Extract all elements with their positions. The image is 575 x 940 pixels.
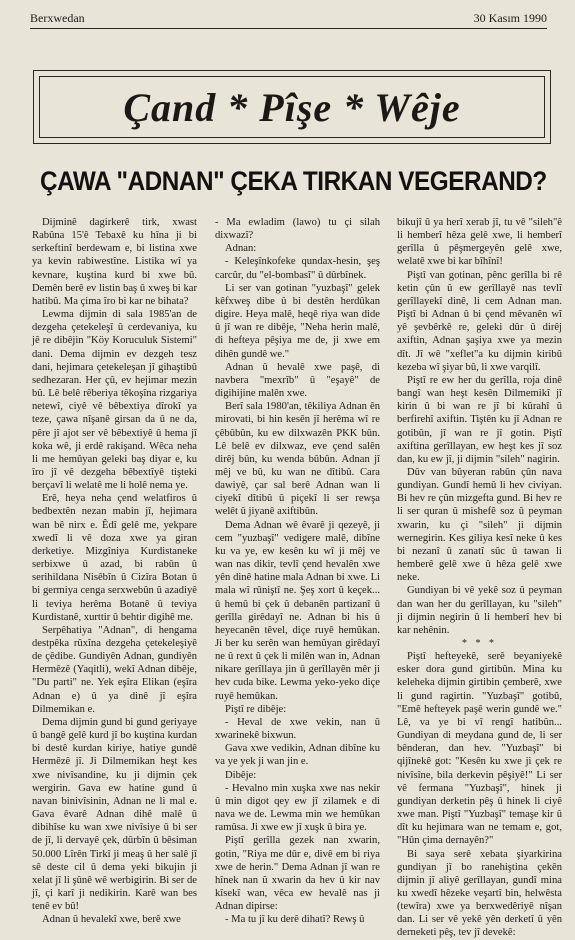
paragraph: Dûv van bûyeran rabûn çûn nava gundiyan. Gundî hemû li hev civiyan. Bi hev re çûn mizgefta gund. Bi hev re li ser quran û mishefê soz û peyman xwarin, ku çi "sileh" ji dijmin wernegirin. Kes giliya kesî neke û kes bi nezanî û zanatî sûc û tawan li hemberê gelê xwe û hêza gelê xwe neke. [397,466,562,584]
paragraph: Li ser van gotinan "yuzbaşî" gelek kêfxweş dibe û bi destên herdûkan digire. Heya malê, heqê riya wan dide û jî wan re dibêje, "Neha herin malê, di hefteya pêşiya me de, ji xwe em dihên gundê we." [215,282,380,360]
paragraph: Piştî hefteyekê, serê beyaniyekê esker dora gund girtibûn. Mina ku keleheka dijmin girtibin çemberê, xwe li gund ragirtin. "Yuzbaşî" gotibû, "Emê hefteyek paşê werin gundê we." Lê, va ye bi vî rengî hatibûn... Gundiyan di meydana gund de, li ser bênderan, dan hev. "Yuzbaşî" bi qijînekê got: "Kesên ku xwe ji çek re nivîsîne, bila derkevin pêşiyê!" Li ser vê fermana "Yuzbaşî", hinek ji gundiyan derketin pêş û hinek li ciyê xwe man. Piştî "Yuzbaşî" temaşe kir û dît ku hejimara wan ne temam e, got, "Hûn çima dernayên?" [397,651,562,847]
paragraph: Berî sala 1980'an, têkiliya Adnan ên mirovati, bi hin kesên jî herêma wî re çêbûbûn, ku ew dilxwazên PKK bûn. Lê belê ev dilxwaz, eve çend salên dirêj bûn, ku wenda bûbûn. Adnan jî mêj ve bû, ku wan ne dîtibû. Cara dawiyê, çar sal berê Adnan wan li ciyekî dîtibû û piçekî li ser rewşa welêt û jiyanê axiftibûn. [215,401,380,518]
paragraph: Lewma dijmin di sala 1985'an de dezgeha çetekeleşî û cerdevaniya, ku jê re dibêjin "Köy Koruculuk Sistemi" dani. Dema dijmin ev dezgeh tesz dani, hejimara çetekeleşan jî gihaştibû sedhezaran. Her çû, ev hejimar mezin bû. Lê belê rêberiya têkoşîna rizgariya netewî, ciyê vê bêbextiya dîrokî ya teze, çawa nîşanê girsan da û ne da, pêre jî ajot ser vê bêbextiyê û hema jî koka wê, ji erdê rakişand. Wêca neha li me hemûyan geleki baş diyar e, ku îro jî vê dezgeha bêbextîyê tişteki berçavî li welatê me li holê nema ye. [32,309,197,492]
article-headline: ÇAWA "ADNAN" ÇEKA TIRKAN VEGERAND? [40,166,547,196]
paragraph: - Keleşînkofeke qundax-hesin, şeş carcûr, du "el-bombasî" û dûrbînek. [215,256,380,281]
paragraph: - Ma ewladim (lawo) tu çi silah dixwazî? [215,217,380,242]
paragraph: Piştî re ew her du gerîlla, roja dinê bangî wan heşt kesên Dilmemikî jî kirin û bi wan re jî bi kûrahî û berfirehî axiftin. Tiştên ku jî Adnan re gotibûn, jî wan re jî gotin. Piştî axiftina gerîllayan, ew heşt kes jî soz dan, ku ew jî, ji dijmin "sileh" nagirin. [397,374,562,465]
article-column-1 [32,216,197,926]
article-column-3 [397,216,562,939]
issue-date: 30 Kasım 1990 [473,11,547,25]
article-body [32,216,562,939]
paragraph: Gava xwe vedikin, Adnan dibîne ku va ye yek ji wan jin e. [215,743,380,768]
paragraph: Dijminê dagirkerê tirk, xwast Rabûna 15'ê Tebaxê ku hîna ji bi serkeftinî berdewam e, bi listina xwe ya kevin rabiwestîne. Listika wî ya kevnare, kuştina kurd bi xwe bû. Demên berê ev listin baş û xweş bi kar hatibû. Ma çima îro bi kar ne bihata? [32,217,197,307]
section-banner [33,70,551,144]
paragraph: Serpêhatiya "Adnan", di hengama destpêka rûxîna dezgeha çetekeleşiyê de çêdibe. Gundiyên Adnan, gundiyên Hermêzê (Yaqitli), wekî Adnan dibêje, "Du parti" ne. Yek eşîra Elikan (eşîra Adnan e) û ya dinê jî eşîra Dilmemikan e. [32,624,197,715]
paragraph: Dibêje: [225,769,257,781]
paragraph: Piştî re dibêje: [225,703,287,715]
paragraph: Dema dijmin gund bi gund geriyaye û bangê gelê kurd jî bo kuştina kurdan bi destê kurdan kiriye, hatiye gundê Hermêzê jî. Ji Dilmemikan heşt kes xwe nivîsandine, ku ji dijmin çek wergirin. Gava ew hatine gund û navan binivîsinin, Adnan ne li mal e. Gava êvarê Adnan dihê malê û dibihîse ku wan xwe nivîsiye û bi ser de jî, li dervayê çek, dûrbîn û bêsiman 50.000 Lîrên Tirkî ji meaş û her salê jî sê deste cil û dema yeki bikujin ji xelat jî li şûnê wê werbigirin. Bi ser de jî, çi karî ji nedikirin. Karê wan bes tenê ev bû! [32,716,197,913]
masthead [30,10,547,29]
paragraph: Dema Adnan wê êvarê ji qezeyê, ji cem "yuzbaşî" vedigere malê, dibîne ku va ye, ew kesên ku wî ji mêj ve wan nas dikir, tevlî çend hevalên xwe yên dinê hatine mala Adnan bi xwe. Li mala wî rûniştî ne. Şeş xort û keçek... û hemû bi çek û debanên partizanî û gerîlla girêdayî ne. Adnan bi his û heyecanên têvel, diçe ruyê hemûkan. Ji ber ku serên wan hemûyan girêdayî ne û rext û çek li milên wan in, Adnan nikare gerîllaya jin û gerîllayên mêr ji hev cuda bike. Lewma yeko-yeko diçe ruyê hemûkan. [215,519,380,702]
paragraph: - Ma tu jî ku derê dihatî? Rewş û [225,914,365,926]
paragraph: Adnan û hevalê xwe paşê, di navbera "mexrîb" û "eşayê" de digihijine malên xwe. [215,361,380,400]
paragraph: Piştî gerîlla gezek nan xwarin, gotin, "Riya me dûr e, divê em bi riya xwe de herin." Dema Adnan jî wan re hînek nan û xwarin da hev û kir nav kîsekî wan, vêca ew hevalê nas ji Adnan dipirse: [215,835,380,913]
paragraph: Gundiyan bi vê yekê soz û peyman dan wan her du gerîllayan, ku "sileh" ji dijmin negirin û li hemberî hev bi kar nehênin. [397,585,562,636]
section-banner-inner [39,76,545,138]
paragraph: Erê, heya neha çend welatfiros û bedbextên nezan mabin jî, hejimara wan bê nirx e. Êdî gelê me, yekpare xwedî li vê doza xwe ya giran derketiye. Mizgîniya Kurdistaneke serbixwe û azad, bi rabûn û serihildana Nisêbîn û Cizîra Botan û bi germiya cenga serxwebûn û azadiyê li teviya herêma Botanê û teviya Kurdistanê, xurttir û behtir digihê me. [32,493,197,623]
section-divider: * * * [462,638,497,649]
paragraph: - Hevalno min xuşka xwe nas nekir û min digot qey ew jî zilamek e di nava we de. Lewma min we hemûkan ramûsa. Ji xwe ew jî xuşk û bira ye. [215,782,380,834]
article-column-2 [215,216,380,926]
section-title: Çand * Pîşe * Wêje [123,84,461,130]
paragraph: bikujî û ya herî xerab jî, tu vê "sileh"ê li hemberî hêza gelê xwe, li hemberî gerîlla û pêşmergeyên gelê xwe, welatê xwe bi kar bîhînî! [397,217,562,268]
paragraph: Adnan: [225,243,257,255]
publication-name: Berxwedan [30,11,85,25]
paragraph: Bi saya serê xebata şiyarkirina gundiyan jî bo ranehiştina çekên dijmin jî aliyê gerîllayan, gundî mina ku xwedî hêzeke veşartî bin, helwêsta (tewîra) xwe ya berxwedêriyê nîşan dan. Li ser vê yekê yên derketî û yên derneketi pêş, tev jî devekê: [397,848,562,939]
paragraph: Adnan û hevalekî xwe, berê xwe [42,914,181,926]
paragraph: Piştî van gotinan, pênc gerîlla bi rê ketin çûn û ew gerîllayê nas tevlî gerîllayekî dinê, li cem Adnan man. Piştî bi Adnan û bi çend mêvanên wî yê şevbêrkê re, geleki dûr û dirêj axiftin, Adnan şaşiya xwe ya mezin dît. Jî wê "xeflet"a ku dijmin kiribû kezeba wî şiyar bû, li xwe varqilî. [397,269,562,373]
paragraph: - Heval de xwe vekin, nan û xwarinekê bixwun. [215,716,380,742]
